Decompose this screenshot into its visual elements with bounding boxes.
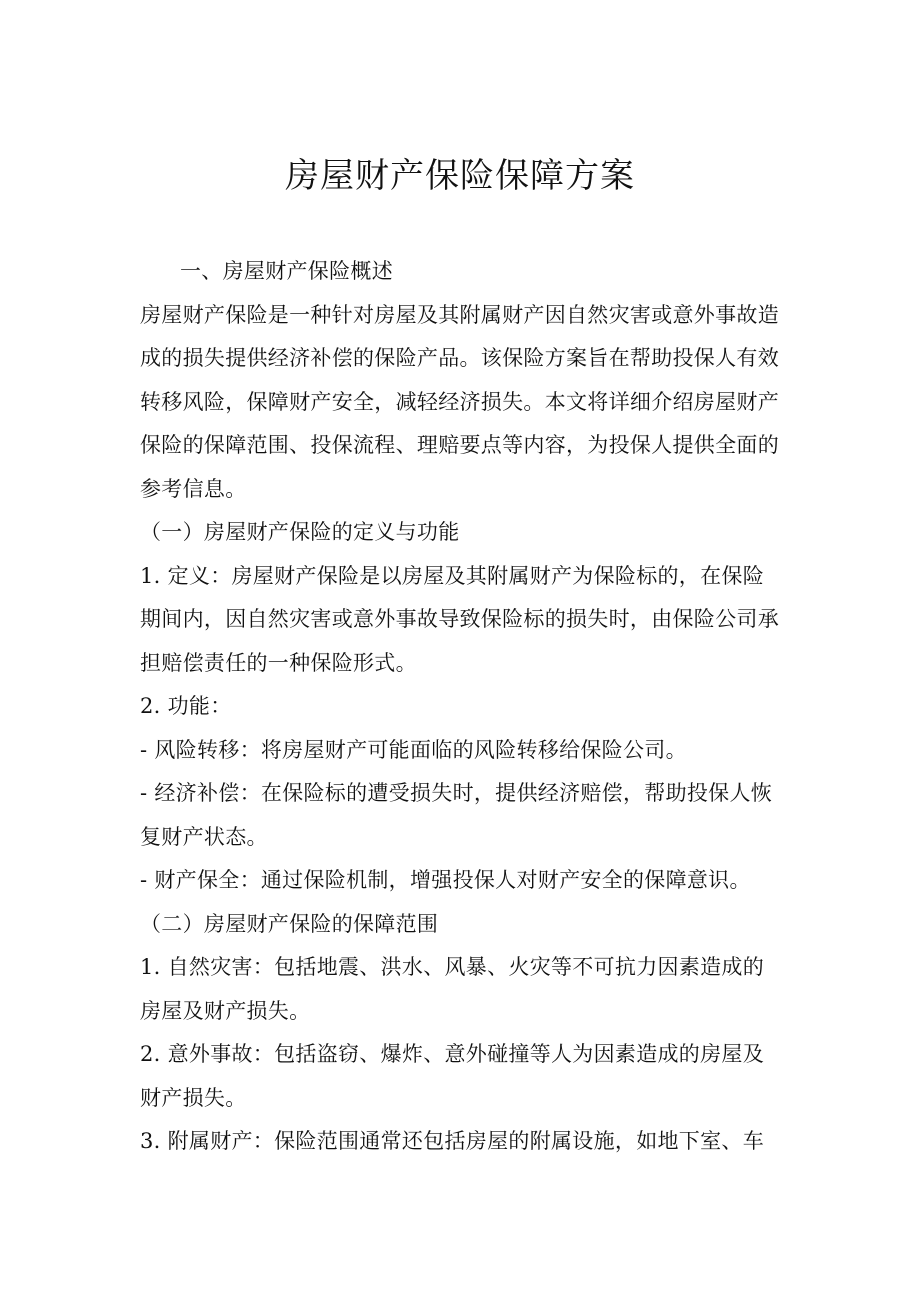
coverage-item: 1. 自然灾害：包括地震、洪水、风暴、火灾等不可抗力因素造成的房屋及财产损失。 xyxy=(140,955,765,1023)
subsection-heading-definition: （一）房屋财产保险的定义与功能 xyxy=(140,520,460,544)
function-bullet: - 经济补偿：在保险标的遭受损失时，提供经济赔偿，帮助投保人恢复财产状态。 xyxy=(140,781,773,849)
document-body xyxy=(140,250,780,1164)
function-item: 2. 功能： xyxy=(140,694,232,718)
section-heading: 一、房屋财产保险概述 xyxy=(180,259,393,283)
intro-paragraph: 房屋财产保险是一种针对房屋及其附属财产因自然灾害或意外事故造成的损失提供经济补偿的保险产品。该保险方案旨在帮助投保人有效转移风险，保障财产安全，减轻经济损失。本文将详细介绍房屋财产保险的保障范围、投保流程、理赔要点等内容，为投保人提供全面的参考信息。 xyxy=(140,302,779,501)
coverage-item: 3. 附属财产：保险范围通常还包括房屋的附属设施，如地下室、车 xyxy=(140,1129,765,1153)
subsection-heading-coverage: （二）房屋财产保险的保障范围 xyxy=(140,911,439,936)
function-bullet: - 财产保全：通过保险机制，增强投保人对财产安全的保障意识。 xyxy=(140,868,751,892)
function-bullet: - 风险转移：将房屋财产可能面临的风险转移给保险公司。 xyxy=(140,737,687,762)
coverage-item: 2. 意外事故：包括盗窃、爆炸、意外碰撞等人为因素造成的房屋及财产损失。 xyxy=(140,1042,765,1110)
definition-item: 1. 定义：房屋财产保险是以房屋及其附属财产为保险标的，在保险期间内，因自然灾害或意外事故导致保险标的损失时，由保险公司承担赔偿责任的一种保险形式。 xyxy=(140,563,779,675)
document-title: 房屋财产保险保障方案 xyxy=(285,156,635,196)
